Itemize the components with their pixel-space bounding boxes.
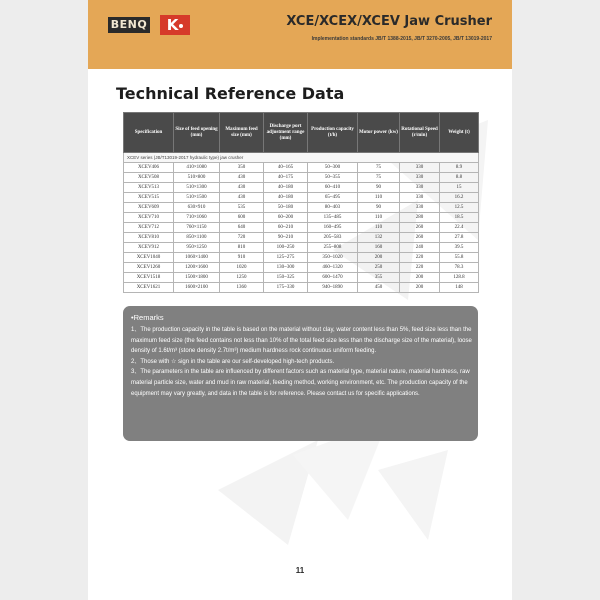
table-cell: 350	[220, 163, 264, 173]
table-cell: 205~583	[308, 233, 358, 243]
table-cell: 1360	[220, 283, 264, 293]
table-cell: 65~495	[308, 193, 358, 203]
table-cell: 260	[400, 223, 440, 233]
table-row	[124, 193, 479, 203]
column-header: Production capacity (t/h)	[308, 113, 358, 153]
table-row	[124, 223, 479, 233]
table-cell: 240	[400, 243, 440, 253]
table-cell: 40~180	[264, 183, 308, 193]
table-cell: 75	[358, 163, 400, 173]
table-cell: 330	[400, 163, 440, 173]
table-cell: 15	[440, 183, 479, 193]
table-cell: 630×910	[174, 203, 220, 213]
product-title: XCE/XCEX/XCEV Jaw Crusher	[286, 14, 492, 29]
table-cell: 510×800	[174, 173, 220, 183]
table-cell: 90	[358, 203, 400, 213]
table-cell: 110	[358, 193, 400, 203]
column-header: Discharge port adjustment range (mm)	[264, 113, 308, 153]
column-header: Rotational Speed (r/min)	[400, 113, 440, 153]
table-cell: 130~300	[264, 263, 308, 273]
table-cell: 27.8	[440, 233, 479, 243]
table-cell: 50~355	[308, 173, 358, 183]
brand-mark-logo: K	[160, 15, 190, 35]
table-cell: 710×1060	[174, 213, 220, 223]
table-cell: 1600×2100	[174, 283, 220, 293]
table-cell: 160~495	[308, 223, 358, 233]
table-cell: 100~250	[264, 243, 308, 253]
table-row	[124, 173, 479, 183]
table-row	[124, 203, 479, 213]
table-cell: 410×1080	[174, 163, 220, 173]
table-cell: 90	[358, 183, 400, 193]
remark-item: 2、Those with ☆ sign in the table are our self-developed high-tech products.	[131, 358, 335, 365]
table-cell: XCEV810	[124, 233, 174, 243]
table-row	[124, 213, 479, 223]
table-cell: 350~1020	[308, 253, 358, 263]
table-cell: 175~330	[264, 283, 308, 293]
table-cell: 1200×1600	[174, 263, 220, 273]
table-cell: 16.2	[440, 193, 479, 203]
table-cell: 1020	[220, 263, 264, 273]
table-cell: 8.8	[440, 173, 479, 183]
table-cell: 535	[220, 203, 264, 213]
column-header: Specification	[124, 113, 174, 153]
table-row	[124, 283, 479, 293]
table-cell: 260	[400, 233, 440, 243]
remark-item: 1、The production capacity in the table is based on the material without clay, water content less than 5%, feed size less than the maximum feed size (the feed contains not less than 10% of the total feed size less than the discharge size of the material), loose density of 1.6t/m³ (stone density 2.7t/m³) medium hardness rock continuous uniform feeding.	[131, 327, 472, 355]
table-cell: 1060×1400	[174, 253, 220, 263]
table-row	[124, 163, 479, 173]
table-cell: 250	[358, 263, 400, 273]
table-cell: 220	[400, 253, 440, 263]
table-cell: 200	[400, 273, 440, 283]
table-cell: 430	[220, 183, 264, 193]
table-cell: 55.8	[440, 253, 479, 263]
table-cell: 760×1150	[174, 223, 220, 233]
remarks-title: •Remarks	[131, 313, 164, 322]
table-cell: XCEV513	[124, 183, 174, 193]
table-cell: 355	[358, 273, 400, 283]
table-cell: 600~1470	[308, 273, 358, 283]
table-cell: 160	[358, 243, 400, 253]
table-cell: XCEV1621	[124, 283, 174, 293]
table-cell: 75	[358, 173, 400, 183]
table-cell: 330	[400, 203, 440, 213]
table-cell: 720	[220, 233, 264, 243]
table-cell: XCEV515	[124, 193, 174, 203]
table-cell: 330	[400, 183, 440, 193]
series-row	[124, 153, 479, 163]
table-cell: 200	[358, 253, 400, 263]
table-cell: 430	[220, 173, 264, 183]
table-cell: 60~410	[308, 183, 358, 193]
table-row	[124, 183, 479, 193]
table-cell: 450	[358, 283, 400, 293]
table-cell: 80~403	[308, 203, 358, 213]
table-cell: 910	[220, 253, 264, 263]
table-cell: 39.5	[440, 243, 479, 253]
implementation-standards: Implementation standards JB/T 1388-2015, JB/T 3270-2005, JB/T 13019-2017	[311, 36, 492, 42]
table-cell: 78.3	[440, 263, 479, 273]
table-cell: 510×1300	[174, 183, 220, 193]
table-cell: 12.5	[440, 203, 479, 213]
section-title: Technical Reference Data	[116, 84, 345, 103]
table-cell: 460~1320	[308, 263, 358, 273]
table-cell: 40~180	[264, 193, 308, 203]
table-cell: 850×1100	[174, 233, 220, 243]
brand-logo: BENQ	[108, 17, 150, 33]
table-cell: XCEV712	[124, 223, 174, 233]
table-cell: 110	[358, 223, 400, 233]
table-cell: 50~180	[264, 203, 308, 213]
table-cell: 200	[400, 283, 440, 293]
table-cell: 8.9	[440, 163, 479, 173]
table-cell: 18.5	[440, 213, 479, 223]
table-cell: 280	[400, 213, 440, 223]
page-header	[88, 0, 512, 69]
table-cell: XCEV912	[124, 243, 174, 253]
brochure-page	[88, 0, 512, 600]
table-cell: 90~210	[264, 233, 308, 243]
table-row	[124, 273, 479, 283]
table-cell: 40~165	[264, 163, 308, 173]
table-cell: 220	[400, 263, 440, 273]
table-cell: 128.8	[440, 273, 479, 283]
table-cell: 125~275	[264, 253, 308, 263]
table-cell: XCEV1518	[124, 273, 174, 283]
table-cell: 50~300	[308, 163, 358, 173]
table-cell: 330	[400, 173, 440, 183]
table-row	[124, 253, 479, 263]
page-number: 11	[295, 566, 305, 575]
column-header: Size of feed opening (mm)	[174, 113, 220, 153]
remark-item: 3、The parameters in the table are influenced by different factors such as material type, material nature, material hardness, raw material particle size, water and mud in raw material, feeding method, working environment, etc. The production capacity of the equipment may vary greatly, and data in the table is for reference. Please contact us for specific applications.	[131, 369, 470, 397]
table-cell: 110	[358, 213, 400, 223]
table-cell: XCEV609	[124, 203, 174, 213]
table-cell: 510×1500	[174, 193, 220, 203]
table-cell: 40~175	[264, 173, 308, 183]
table-cell: XCEV406	[124, 163, 174, 173]
table-cell: XCEV1040	[124, 253, 174, 263]
table-cell: 810	[220, 243, 264, 253]
table-row	[124, 243, 479, 253]
table-cell: XCEV508	[124, 173, 174, 183]
table-cell: XCEV1260	[124, 263, 174, 273]
column-header: Weight (t)	[440, 113, 479, 153]
table-cell: 132	[358, 233, 400, 243]
column-header: Maximum feed size (mm)	[220, 113, 264, 153]
table-cell: 950×1250	[174, 243, 220, 253]
table-cell: 148	[440, 283, 479, 293]
table-body	[124, 153, 479, 293]
table-cell: 60~210	[264, 223, 308, 233]
remarks-box	[123, 306, 478, 441]
table-cell: 940~1890	[308, 283, 358, 293]
table-header-row	[124, 113, 479, 153]
table-cell: 1250	[220, 273, 264, 283]
table-cell: 600	[220, 213, 264, 223]
table-row	[124, 263, 479, 273]
table-cell: 640	[220, 223, 264, 233]
table-cell: 135~485	[308, 213, 358, 223]
column-header: Motor power (kw)	[358, 113, 400, 153]
table-cell: 150~325	[264, 273, 308, 283]
table-cell: 22.4	[440, 223, 479, 233]
table-cell: 330	[400, 193, 440, 203]
table-row	[124, 233, 479, 243]
series-label: XCEV series (JB/T13019-2017 hydraulic type) jaw crusher	[124, 153, 479, 163]
table-cell: XCEV710	[124, 213, 174, 223]
technical-data-table	[123, 112, 479, 293]
table-cell: 255~808	[308, 243, 358, 253]
table-cell: 60~200	[264, 213, 308, 223]
table-cell: 430	[220, 193, 264, 203]
table-cell: 1500×1800	[174, 273, 220, 283]
